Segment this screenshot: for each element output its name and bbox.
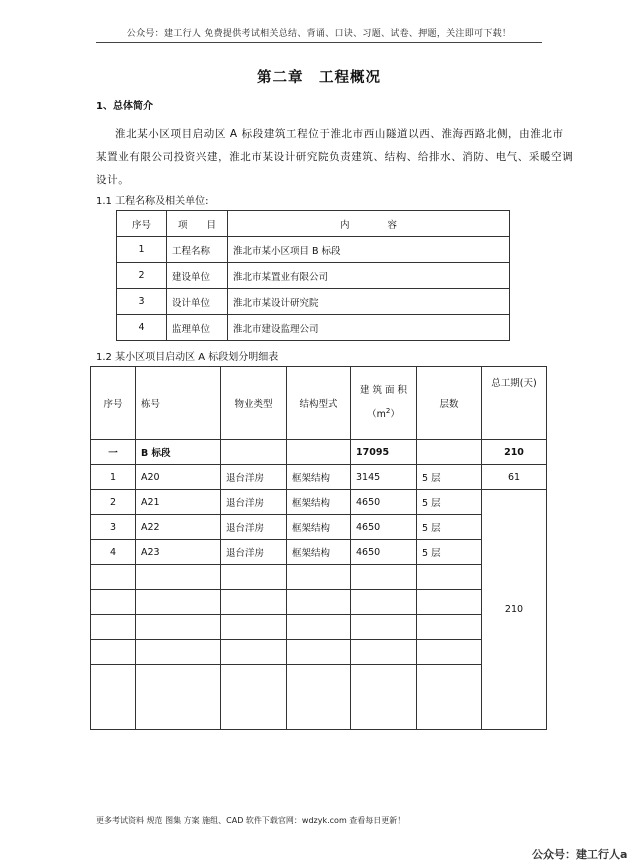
cell-building: A23: [136, 540, 221, 565]
header-area: [351, 367, 417, 440]
section-heading: 1、总体简介: [96, 101, 153, 112]
cell-seq: 一: [91, 440, 136, 465]
page-header: 公众号：建工行人 免费提供考试相关总结、背诵、口诀、习题、试卷、押题，关注即可下载！: [126, 29, 512, 39]
area-unit-sup: 2: [385, 406, 391, 415]
cell-seq: 4: [91, 540, 136, 565]
cell-seq: 2: [117, 263, 167, 289]
division-detail-table: [90, 366, 547, 730]
cell-seq: 3: [117, 289, 167, 315]
cell-structure: 框架结构: [287, 540, 351, 565]
table-header-row: [117, 211, 510, 237]
table-row: [91, 465, 547, 490]
header-area-label: 建 筑 面 积: [359, 384, 408, 396]
table-row: [117, 315, 510, 341]
cell-seq: 1: [91, 465, 136, 490]
header-cell: 项 目: [167, 211, 228, 237]
cell-seq: 4: [117, 315, 167, 341]
cell-type: 退台洋房: [221, 465, 287, 490]
table-row: [91, 515, 547, 540]
header-cell: 内 容: [228, 211, 510, 237]
header-cell: 序号: [117, 211, 167, 237]
cell-period: 210: [482, 440, 547, 465]
empty-row: [91, 590, 547, 615]
cell-building: A20: [136, 465, 221, 490]
cell-content: 淮北市某小区项目 B 标段: [228, 237, 510, 263]
watermark: 公众号：建工行人a: [532, 848, 628, 861]
cell-period: 61: [482, 465, 547, 490]
cell-empty: [221, 440, 287, 465]
cell-item: 监理单位: [167, 315, 228, 341]
cell-floors: 5 层: [417, 465, 482, 490]
header-period: 总工期(天): [482, 367, 547, 440]
cell-structure: 框架结构: [287, 465, 351, 490]
cell-item: 工程名称: [167, 237, 228, 263]
cell-type: 退台洋房: [221, 490, 287, 515]
subsection-heading-2: 1.2 某小区项目启动区 A 标段划分明细表: [96, 352, 279, 363]
empty-row: [91, 615, 547, 640]
cell-type: 退台洋房: [221, 515, 287, 540]
cell-content: 淮北市建设监理公司: [228, 315, 510, 341]
empty-row: [91, 665, 547, 730]
cell-item: 建设单位: [167, 263, 228, 289]
table-row: [117, 289, 510, 315]
header-structure: 结构型式: [287, 367, 351, 440]
cell-area: 4650: [351, 515, 417, 540]
project-info-table: [116, 210, 510, 341]
cell-empty: [287, 440, 351, 465]
cell-area: 3145: [351, 465, 417, 490]
cell-structure: 框架结构: [287, 490, 351, 515]
cell-content: 淮北市某置业有限公司: [228, 263, 510, 289]
empty-row: [91, 640, 547, 665]
cell-building: A22: [136, 515, 221, 540]
page-footer: 更多考试资料 规范 图集 方案 施组、CAD 软件下载官网：wdzyk.com 查看每日更新！: [96, 816, 406, 825]
chapter-title: 第二章 工程概况: [257, 70, 381, 86]
table-header-row: [91, 367, 547, 440]
cell-seq: 3: [91, 515, 136, 540]
section-row: [91, 440, 547, 465]
cell-content: 淮北市某设计研究院: [228, 289, 510, 315]
empty-row: [91, 565, 547, 590]
cell-building: A21: [136, 490, 221, 515]
header-floors: 层数: [417, 367, 482, 440]
cell-area: 4650: [351, 490, 417, 515]
cell-floors: 5 层: [417, 540, 482, 565]
cell-building: B 标段: [136, 440, 221, 465]
area-unit-close: ）: [390, 409, 400, 421]
intro-line-2: 某置业有限公司投资兴建，淮北市某设计研究院负责建筑、结构、给排水、消防、电气、采暖空调: [96, 151, 574, 163]
table-row: [91, 490, 547, 515]
table-row: [91, 540, 547, 565]
cell-seq: 1: [117, 237, 167, 263]
header-seq: 序号: [91, 367, 136, 440]
cell-floors: 5 层: [417, 515, 482, 540]
header-rule: [96, 42, 542, 43]
intro-line-3: 设计。: [96, 174, 130, 186]
table-row: [117, 237, 510, 263]
cell-empty: [417, 440, 482, 465]
header-building: 栋号: [136, 367, 221, 440]
header-type: 物业类型: [221, 367, 287, 440]
area-unit-open: （m: [367, 409, 386, 421]
cell-structure: 框架结构: [287, 515, 351, 540]
header-area-unit: [351, 401, 416, 425]
subsection-heading-1: 1.1 工程名称及相关单位:: [96, 196, 209, 207]
table-row: [117, 263, 510, 289]
cell-area: 4650: [351, 540, 417, 565]
cell-floors: 5 层: [417, 490, 482, 515]
cell-item: 设计单位: [167, 289, 228, 315]
cell-type: 退台洋房: [221, 540, 287, 565]
cell-period-merged: 210: [482, 490, 547, 730]
cell-area: 17095: [351, 440, 417, 465]
intro-line-1: 淮北某小区项目启动区 A 标段建筑工程位于淮北市西山隧道以西、淮海西路北侧，由淮北市: [115, 128, 564, 140]
cell-seq: 2: [91, 490, 136, 515]
